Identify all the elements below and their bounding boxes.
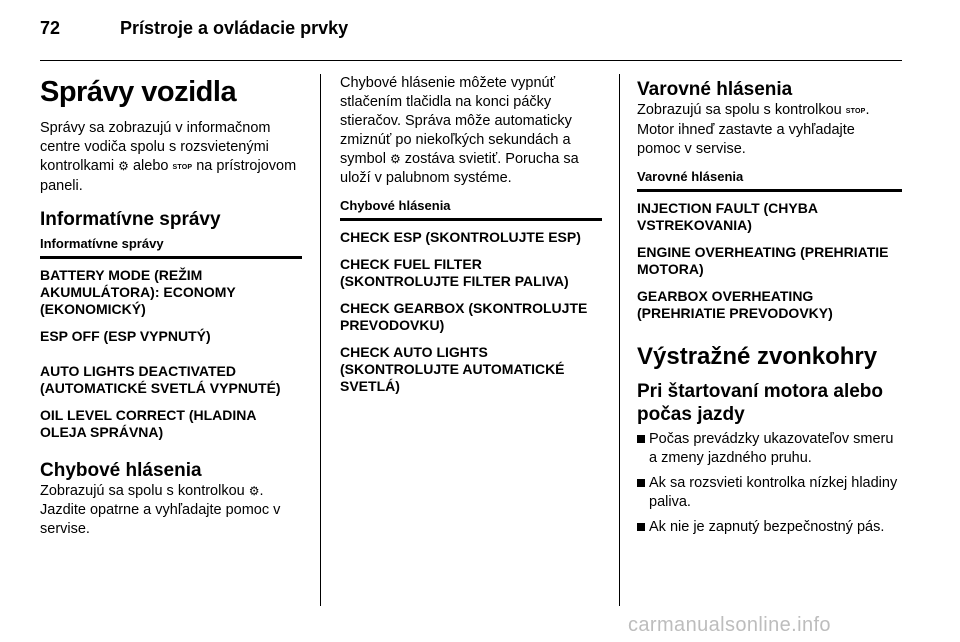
- info-subheading: Informatívne správy: [40, 235, 302, 259]
- bullet-square-icon: [637, 435, 645, 443]
- info-message: BATTERY MODE (REŽIM AKUMULÁTORA): ECONOMY (EKONOMICKÝ): [40, 267, 236, 317]
- page-number: 72: [40, 18, 61, 38]
- wrench-car-icon: ⚙: [389, 152, 401, 166]
- list-item: Počas prevádzky ukazovateľov smeru a zmeny jazdného pruhu.: [637, 430, 902, 468]
- error-message: CHECK FUEL FILTER (SKONTROLUJTE FILTER PALIVA): [340, 256, 569, 289]
- warning-message: GEARBOX OVERHEATING (PREHRIATIE PREVODOVKY): [637, 288, 833, 321]
- error-message: CHECK AUTO LIGHTS (SKONTROLUJTE AUTOMATICKÉ SVETLÁ): [340, 344, 565, 394]
- watermark: carmanualsonline.info: [628, 614, 831, 636]
- column-1: [40, 74, 302, 539]
- list-item: Ak sa rozsvieti kontrolka nízkej hladiny paliva.: [637, 474, 902, 512]
- column-3: [637, 74, 902, 543]
- bullet-square-icon: [637, 479, 645, 487]
- wrench-car-icon: ⚙: [248, 484, 260, 498]
- column-2: [340, 74, 602, 395]
- chime-list: [637, 430, 902, 537]
- bullet-square-icon: [637, 523, 645, 531]
- wrench-car-icon: ⚙: [118, 159, 129, 173]
- header-rule: [40, 60, 902, 61]
- chime-heading: Výstražné zvonkohry: [637, 343, 878, 370]
- section-title: Správy vozidla: [40, 76, 237, 108]
- warning-paragraph: Zobrazujú sa spolu s kontrolkou STOP. Motor ihneď zastavte a vyhľadajte pomoc v servise.: [637, 102, 870, 157]
- warning-subheading: Varovné hlásenia: [637, 168, 902, 192]
- error-off-paragraph: Chybové hlásenie môžete vypnúť stlačením tlačidla na konci páčky stieračov. Správa môže automaticky zmiznúť po niekoľkých sekundách a symbol ⚙ zostáva svietiť. Porucha sa uloží v palubnom systéme.: [340, 75, 579, 186]
- chime-subheading: Pri štartovaní motora alebo počas jazdy: [637, 381, 884, 425]
- error-paragraph: Zobrazujú sa spolu s kontrolkou ⚙. Jazdite opatrne a vyhľadajte pomoc v servise.: [40, 483, 281, 537]
- info-message: ESP OFF (ESP VYPNUTÝ): [40, 328, 211, 344]
- column-divider-1: [320, 74, 321, 606]
- info-message: OIL LEVEL CORRECT (HLADINA OLEJA SPRÁVNA): [40, 407, 256, 440]
- page-title: Prístroje a ovládacie prvky: [120, 18, 349, 38]
- error-message: CHECK ESP (SKONTROLUJTE ESP): [340, 229, 581, 245]
- warning-heading: Varovné hlásenia: [637, 79, 793, 100]
- intro-paragraph: Správy sa zobrazujú v informačnom centre vodiča spolu s rozsvietenými kontrolkami ⚙ alebo STOP na prístrojovom paneli.: [40, 120, 297, 194]
- info-message: AUTO LIGHTS DEACTIVATED (AUTOMATICKÉ SVETLÁ VYPNUTÉ): [40, 363, 281, 396]
- error-subheading: Chybové hlásenia: [340, 197, 602, 221]
- warning-message: INJECTION FAULT (CHYBA VSTREKOVANIA): [637, 200, 818, 233]
- error-message: CHECK GEARBOX (SKONTROLUJTE PREVODOVKU): [340, 300, 588, 333]
- stop-icon: STOP: [845, 108, 866, 115]
- info-heading: Informatívne správy: [40, 209, 221, 230]
- error-heading: Chybové hlásenia: [40, 460, 202, 481]
- stop-icon: STOP: [172, 164, 193, 171]
- warning-message: ENGINE OVERHEATING (PREHRIATIE MOTORA): [637, 244, 889, 277]
- list-item: Ak nie je zapnutý bezpečnostný pás.: [637, 518, 902, 537]
- column-divider-2: [619, 74, 620, 606]
- page-header: [40, 18, 348, 39]
